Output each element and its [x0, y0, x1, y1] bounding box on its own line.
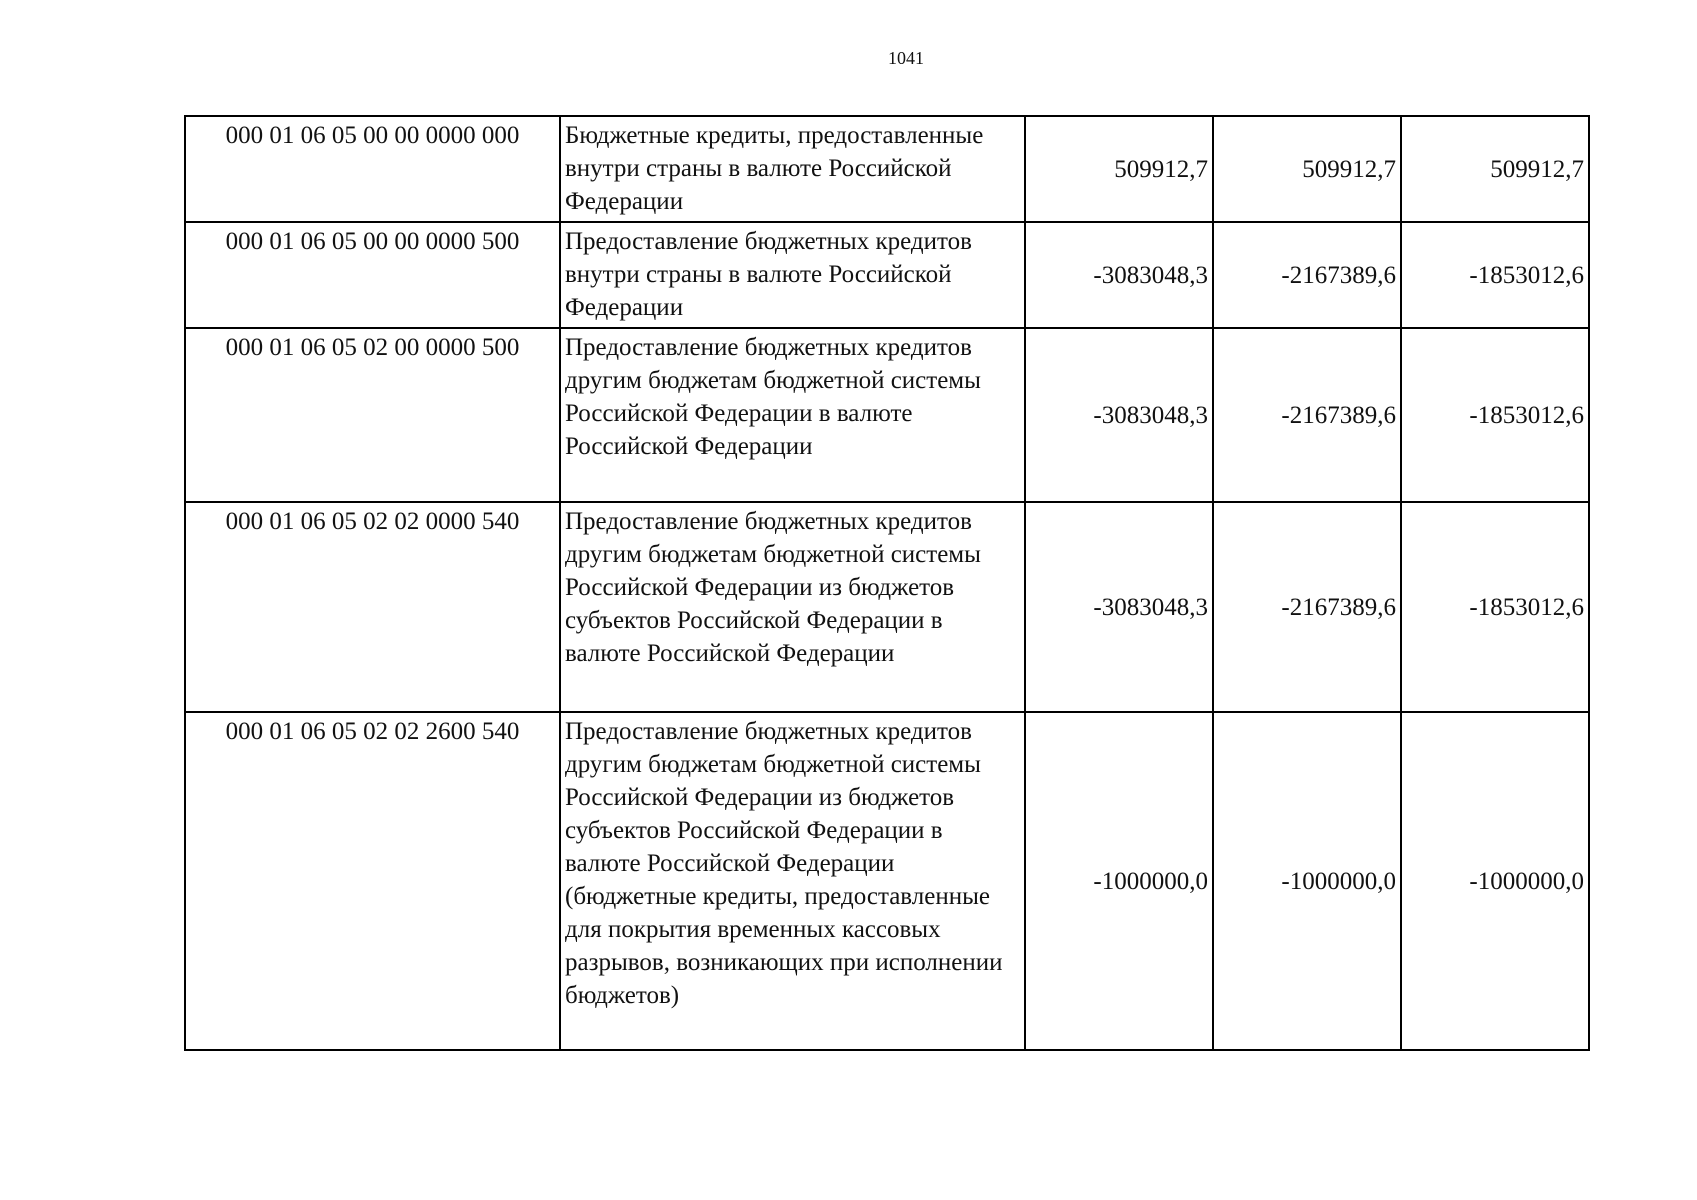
amount-year-3: -1853012,6	[1401, 328, 1589, 502]
table-row	[185, 502, 1589, 712]
amount-year-1: -3083048,3	[1025, 328, 1213, 502]
budget-classification-code: 000 01 06 05 02 02 0000 540	[185, 502, 560, 712]
amount-year-3: -1000000,0	[1401, 712, 1589, 1050]
item-description: Бюджетные кредиты, предоставленные внутри страны в валюте Российской Федерации	[560, 116, 1025, 222]
amount-year-1: -3083048,3	[1025, 502, 1213, 712]
item-description: Предоставление бюджетных кредитов другим бюджетам бюджетной системы Российской Федерации из бюджетов субъектов Российской Федерации в валюте Российской Федерации	[560, 502, 1025, 712]
table-row	[185, 222, 1589, 328]
amount-year-2: 509912,7	[1213, 116, 1401, 222]
amount-year-2: -2167389,6	[1213, 222, 1401, 328]
item-description: Предоставление бюджетных кредитов другим бюджетам бюджетной системы Российской Федерации в валюте Российской Федерации	[560, 328, 1025, 502]
table-row	[185, 116, 1589, 222]
budget-sources-table	[184, 115, 1590, 1051]
budget-classification-code: 000 01 06 05 02 00 0000 500	[185, 328, 560, 502]
amount-year-3: 509912,7	[1401, 116, 1589, 222]
table-row	[185, 712, 1589, 1050]
amount-year-1: -3083048,3	[1025, 222, 1213, 328]
amount-year-2: -1000000,0	[1213, 712, 1401, 1050]
page-number: 1041	[888, 48, 924, 68]
item-description: Предоставление бюджетных кредитов внутри страны в валюте Российской Федерации	[560, 222, 1025, 328]
amount-year-1: -1000000,0	[1025, 712, 1213, 1050]
item-description: Предоставление бюджетных кредитов другим бюджетам бюджетной системы Российской Федерации из бюджетов субъектов Российской Федерации в валюте Российской Федерации (бюджетные кредиты, предоставленные для покрытия временных кассовых разрывов, возникающих при исполнении бюджетов)	[560, 712, 1025, 1050]
budget-classification-code: 000 01 06 05 02 02 2600 540	[185, 712, 560, 1050]
budget-classification-code: 000 01 06 05 00 00 0000 500	[185, 222, 560, 328]
amount-year-2: -2167389,6	[1213, 328, 1401, 502]
amount-year-3: -1853012,6	[1401, 222, 1589, 328]
table-row	[185, 328, 1589, 502]
amount-year-1: 509912,7	[1025, 116, 1213, 222]
amount-year-2: -2167389,6	[1213, 502, 1401, 712]
budget-classification-code: 000 01 06 05 00 00 0000 000	[185, 116, 560, 222]
amount-year-3: -1853012,6	[1401, 502, 1589, 712]
